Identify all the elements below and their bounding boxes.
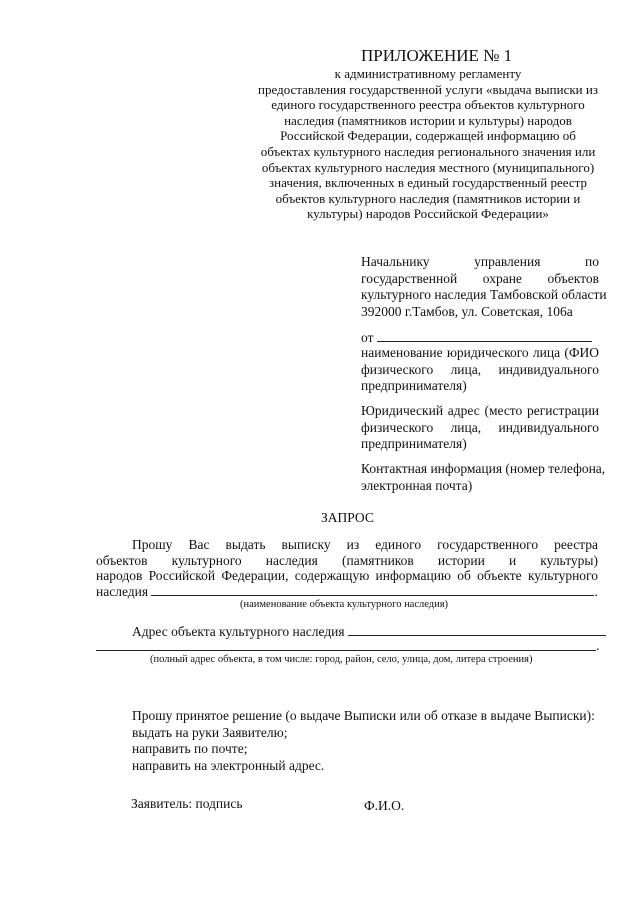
addressee-line: Начальнику управления по: [361, 254, 599, 269]
appendix-line: к административному регламенту: [334, 66, 522, 81]
appendix-line: предоставления государственной услуги «выдача выписки из: [258, 81, 598, 97]
addressee-line: государственной охране объектов: [361, 270, 599, 286]
fio-label: Ф.И.О.: [364, 798, 405, 813]
request-body: [96, 537, 598, 584]
from-label: от: [361, 330, 374, 345]
address-end-dot: .: [596, 638, 600, 653]
decision-option-mail: направить по почте;: [132, 741, 248, 756]
appendix-line: объектах культурного наследия регионального значения или: [260, 143, 596, 159]
contact-line: электронная почта): [361, 477, 473, 493]
appendix-line: единого государственного реестра объектов культурного: [271, 97, 585, 113]
heritage-row: наследия .: [96, 584, 598, 599]
address-blank-1[interactable]: [348, 623, 606, 636]
legal-address-line: Юридический адрес (место регистрации: [361, 403, 599, 418]
addressee-line: 392000 г.Тамбов, ул. Советская, 106а: [361, 303, 573, 319]
decision-option-handover: выдать на руки Заявителю;: [132, 724, 288, 740]
appendix-title: ПРИЛОЖЕНИЕ № 1: [361, 46, 513, 65]
address-label: Адрес объекта культурного наследия: [132, 624, 345, 639]
heritage-caption: (наименование объекта культурного наследия): [240, 599, 449, 610]
decision-line: Прошу принятое решение (о выдаче Выписки или об отказе в выдаче Выписки):: [132, 708, 595, 723]
appendix-subtitle: [258, 66, 598, 222]
decision-block: [132, 708, 602, 774]
decision-option-email: направить на электронный адрес.: [132, 757, 325, 773]
appendix-line: Российской Федерации, содержащей информацию об: [280, 128, 576, 144]
contact-caption: [361, 461, 606, 494]
signature-label: Заявитель: подпись: [131, 796, 243, 811]
addressee-block: [361, 254, 607, 320]
sender-name-caption: [361, 345, 599, 395]
legal-address-line: физического лица, индивидуального: [361, 419, 599, 435]
sender-from-row: [361, 329, 599, 346]
request-body-line: объектов культурного наследия (памятников истории и культуры): [96, 552, 598, 568]
request-heading: ЗАПРОС: [321, 510, 374, 525]
sender-name-line: наименование юридического лица (ФИО: [361, 345, 599, 360]
request-body-line: народов Российской Федерации, содержащую информацию об объекте культурного: [96, 568, 598, 583]
sender-name-line: физического лица, индивидуального: [361, 361, 599, 377]
address-row: [132, 623, 602, 640]
appendix-line: объектов культурного наследия (памятников истории и: [275, 190, 581, 206]
address-blank-2[interactable]: [96, 650, 596, 651]
legal-address-line: предпринимателя): [361, 436, 467, 451]
legal-address-caption: [361, 403, 599, 453]
heritage-label: наследия: [96, 584, 149, 599]
from-blank-line[interactable]: [377, 329, 592, 342]
request-body-line: Прошу Вас выдать выписку из единого государственного реестра: [132, 537, 598, 552]
appendix-line: культуры) народов Российской Федерации»: [307, 206, 549, 222]
appendix-line: объектах культурного наследия местного (муниципального): [261, 159, 595, 175]
addressee-line: культурного наследия Тамбовской области: [361, 287, 607, 302]
heritage-name-blank[interactable]: [151, 583, 594, 596]
sender-name-line: предпринимателя): [361, 378, 467, 393]
appendix-line: наследия (памятников истории и культуры) народов: [284, 112, 572, 128]
address-caption: (полный адрес объекта, в том числе: город, район, село, улица, дом, литера строения): [150, 654, 533, 665]
appendix-line: значения, включенных в единый государственный реестр: [269, 175, 587, 191]
contact-line: Контактная информация (номер телефона,: [361, 461, 606, 476]
